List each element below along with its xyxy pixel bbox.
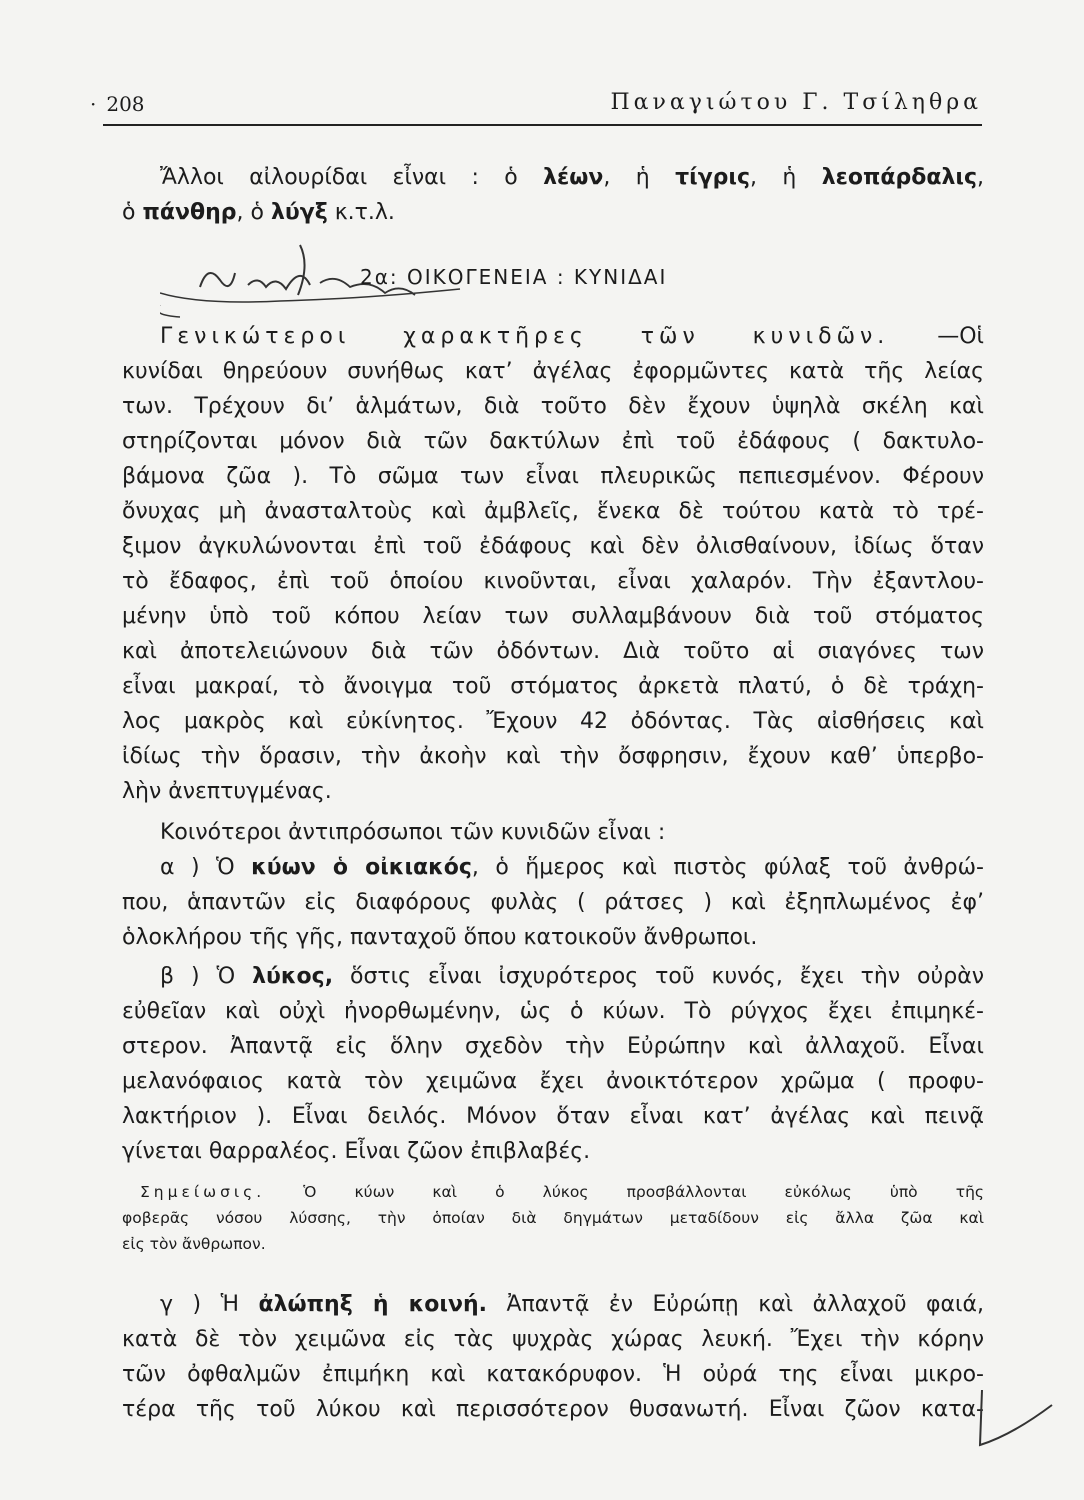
- term-lion: λέων: [543, 165, 604, 190]
- p1-line-11: εἶναι μακραί, τὸ ἄνοιγμα τοῦ στόματος ἀρκετὰ πλατύ, ὁ δὲ τράχη-: [122, 674, 984, 699]
- p1-line-4: στηρίζονται μόνον διὰ τῶν δακτύλων ἐπὶ τοῦ ἐδάφους ( δακτυλο-: [122, 429, 984, 454]
- term-leopard: λεοπάρδαλις: [821, 165, 978, 190]
- section-title: 2α: ΟΙΚΟΓΕΝΕΙΑ : ΚΥΝΙΔΑΙ: [360, 265, 668, 289]
- p2-b-line-3: στερον. Ἀπαντᾷ εἰς ὅλην σχεδὸν τὴν Εὐρώπην καὶ ἀλλαχοῦ. Εἶναι: [122, 1034, 984, 1059]
- intro-line-1: Ἄλλοι αἰλουρίδαι εἶναι : ὁ λέων, ἡ τίγρις, ἡ λεοπάρδαλις,: [160, 165, 985, 190]
- p1-line-12: λος μακρὸς καὶ εὐκίνητος. Ἔχουν 42 ὀδόντας. Τὰς αἰσθήσεις καὶ: [122, 709, 984, 734]
- term-tiger: τίγρις: [675, 165, 751, 190]
- p1-line-10: καὶ ἀποτελειώνουν διὰ τῶν ὀδόντων. Διὰ τοῦτο αἱ σιαγόνες των: [122, 639, 984, 664]
- p3-line-4: τέρα τῆς τοῦ λύκου καὶ περισσότερον θυσανωτή. Εἶναι ζῶον κατα-: [122, 1397, 984, 1422]
- p2-a-line-1: α ) Ὁ κύων ὁ οἰκιακός, ὁ ἥμερος καὶ πιστὸς φύλαξ τοῦ ἀνθρώ-: [160, 855, 985, 880]
- p1-line-3: των. Τρέχουν δι’ ἁλμάτων, διὰ τοῦτο δὲν ἔχουν ὑψηλὰ σκέλη καὶ: [122, 394, 984, 419]
- page-header: [90, 90, 982, 124]
- header-rule: [103, 124, 982, 126]
- p2-intro: Κοινότεροι ἀντιπρόσωποι τῶν κυνιδῶν εἶναι :: [160, 820, 666, 845]
- p1-line-9: μένην ὑπὸ τοῦ κόπου λείαν των συλλαμβάνουν διὰ τοῦ στόματος: [122, 604, 984, 629]
- term-fox: ἀλώπηξ ἡ κοινή.: [258, 1292, 487, 1317]
- p2-a-line-3: ὁλοκλήρου τῆς γῆς, πανταχοῦ ὅπου κατοικοῦν ἄνθρωποι.: [122, 925, 758, 950]
- pen-mark: [952, 1385, 1062, 1455]
- p1-line-14: λὴν ἀνεπτυγμένας.: [122, 779, 332, 804]
- p1-heading: Γενικώτεροι χαρακτῆρες τῶν κυνιδῶν.: [160, 324, 890, 349]
- p2-a-line-2: που, ἁπαντῶν εἰς διαφόρους φυλὰς ( ράτσες ) καὶ ἐξηπλωμένος ἐφ’: [122, 890, 984, 915]
- p1-line-2: κυνίδαι θηρεύουν συνήθως κατ’ ἀγέλας ἐφορμῶντες κατὰ τῆς λείας: [122, 359, 984, 384]
- p2-b-line-6: γίνεται θαρραλέος. Εἶναι ζῶον ἐπιβλαβές.: [122, 1139, 591, 1164]
- term-lynx: λύγξ: [270, 200, 328, 225]
- p3-line-3: τῶν ὀφθαλμῶν ἐπιμήκη καὶ κατακόρυφον. Ἡ οὐρά της εἶναι μικρο-: [122, 1362, 984, 1387]
- running-head: Παναγιώτου Γ. Τσίληθρα: [610, 90, 982, 115]
- p1-line-13: ἰδίως τὴν ὅρασιν, τὴν ἀκοὴν καὶ τὴν ὄσφρησιν, ἔχουν καθ’ ὑπερβο-: [122, 744, 984, 769]
- note-label: Σημείωσις.: [140, 1183, 266, 1201]
- term-dog: κύων ὁ οἰκιακός: [251, 855, 472, 880]
- p1-line-8: τὸ ἔδαφος, ἐπὶ τοῦ ὁποίου κινοῦνται, εἶναι χαλαρόν. Τὴν ἐξαντλου-: [122, 569, 984, 594]
- note-line-1: Σημείωσις. Ὁ κύων καὶ ὁ λύκος προσβάλλονται εὐκόλως ὑπὸ τῆς: [140, 1183, 985, 1201]
- term-panther: πάνθηρ: [142, 200, 237, 225]
- p1-line-6: ὄνυχας μὴ ἀνασταλτοὺς καὶ ἀμβλεῖς, ἕνεκα δὲ τούτου κατὰ τὸ τρέ-: [122, 499, 984, 524]
- note-line-3: εἰς τὸν ἄνθρωπον.: [122, 1235, 266, 1253]
- page-number: · 208: [90, 92, 145, 116]
- p2-b-line-2: εὐθεῖαν καὶ οὐχὶ ἠνορθωμένην, ὡς ὁ κύων. Τὸ ρύγχος ἔχει ἐπιμηκέ-: [122, 999, 984, 1024]
- term-wolf: λύκος,: [252, 964, 334, 989]
- p1-line-5: βάμονα ζῶα ). Τὸ σῶμα των εἶναι πλευρικῶς πεπιεσμένον. Φέρουν: [122, 464, 984, 489]
- p1-line-7: ξιμον ἀγκυλώνονται ἐπὶ τοῦ ἐδάφους καὶ δὲν ὀλισθαίνουν, ἰδίως ὅταν: [122, 534, 984, 559]
- p3-line-1: γ ) Ἡ ἀλώπηξ ἡ κοινή. Ἀπαντᾷ ἐν Εὐρώπῃ καὶ ἀλλαχοῦ φαιά,: [160, 1292, 984, 1317]
- intro-line-2: ὁ πάνθηρ, ὁ λύγξ κ.τ.λ.: [122, 200, 395, 225]
- p1-line-1: Γενικώτεροι χαρακτῆρες τῶν κυνιδῶν. —Οἱ: [160, 324, 984, 349]
- note-line-2: φοβερᾶς νόσου λύσσης, τὴν ὁποίαν διὰ δηγμάτων μεταδίδουν εἰς ἄλλα ζῶα καὶ: [122, 1209, 984, 1227]
- p2-b-line-5: λακτήριον ). Εἶναι δειλός. Μόνον ὅταν εἶναι κατ’ ἀγέλας καὶ πεινᾷ: [122, 1104, 984, 1129]
- p3-line-2: κατὰ δὲ τὸν χειμῶνα εἰς τὰς ψυχρὰς χώρας λευκή. Ἔχει τὴν κόρην: [122, 1327, 984, 1352]
- p2-b-line-4: μελανόφαιος κατὰ τὸν χειμῶνα ἔχει ἀνοικτότερον χρῶμα ( προφυ-: [122, 1069, 984, 1094]
- p2-b-line-1: β ) Ὁ λύκος, ὅστις εἶναι ἰσχυρότερος τοῦ κυνός, ἔχει τὴν οὐρὰν: [160, 964, 985, 989]
